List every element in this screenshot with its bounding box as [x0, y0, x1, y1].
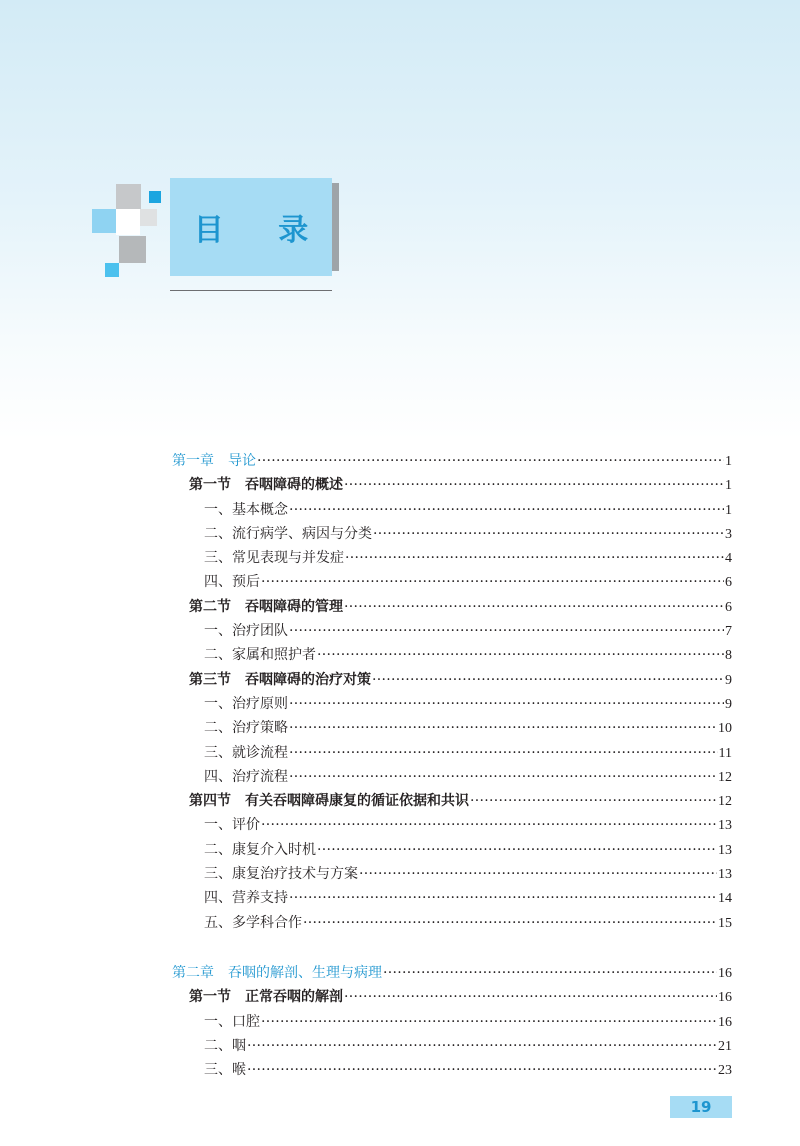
decor-square [140, 209, 157, 226]
dot-leader [470, 789, 717, 813]
toc-entry-page: 16 [718, 965, 732, 981]
toc-entry-title: 二、康复介入时机 [204, 841, 316, 858]
decor-square [116, 184, 141, 209]
toc-entry-title: 第二节 吞咽障碍的管理 [189, 598, 343, 615]
toc-entry-page: 13 [718, 818, 732, 834]
toc-section[interactable] [172, 985, 732, 1009]
toc-section[interactable] [172, 595, 732, 619]
dot-leader [261, 813, 717, 837]
toc-item[interactable] [172, 765, 732, 789]
toc-item[interactable] [172, 886, 732, 910]
title-box [170, 178, 332, 276]
dot-leader [317, 838, 717, 862]
toc-entry-title: 四、预后 [204, 574, 260, 591]
toc-item[interactable] [172, 692, 732, 716]
dot-leader [344, 473, 724, 497]
dot-leader [289, 498, 724, 522]
toc-entry-title: 五、多学科合作 [204, 914, 302, 931]
toc-entry-title: 一、基本概念 [204, 501, 288, 518]
dot-leader [383, 961, 717, 985]
dot-leader [344, 985, 717, 1009]
toc-entry-title: 三、康复治疗技术与方案 [204, 866, 358, 883]
toc-entry-title: 第一节 正常吞咽的解剖 [189, 989, 343, 1006]
table-of-contents [172, 449, 732, 1082]
toc-item[interactable] [172, 570, 732, 594]
toc-entry-page: 1 [725, 454, 732, 469]
toc-entry-page: 3 [725, 526, 732, 542]
dot-leader [289, 619, 724, 643]
toc-chapter[interactable] [172, 449, 732, 473]
toc-entry-page: 15 [718, 915, 732, 931]
toc-entry-title: 一、口腔 [204, 1013, 260, 1030]
toc-entry-title: 四、治疗流程 [204, 768, 288, 785]
toc-entry-page: 23 [718, 1063, 732, 1079]
toc-item[interactable] [172, 1010, 732, 1034]
toc-entry-title: 第一章 导论 [172, 453, 256, 469]
toc-item[interactable] [172, 911, 732, 935]
toc-entry-title: 第四节 有关吞咽障碍康复的循证依据和共识 [189, 793, 469, 810]
toc-entry-title: 二、流行病学、病因与分类 [204, 525, 372, 542]
dot-leader [344, 595, 724, 619]
toc-entry-page: 16 [718, 990, 732, 1006]
toc-entry-title: 三、就诊流程 [204, 744, 288, 761]
toc-section[interactable] [172, 473, 732, 497]
dot-leader [289, 765, 717, 789]
toc-entry-page: 6 [725, 575, 732, 591]
toc-entry-page: 12 [718, 794, 732, 810]
toc-entry-title: 二、咽 [204, 1037, 246, 1054]
toc-item[interactable] [172, 522, 732, 546]
toc-entry-title: 一、治疗原则 [204, 695, 288, 712]
dot-leader [261, 1010, 717, 1034]
toc-entry-title: 一、治疗团队 [204, 623, 288, 640]
toc-item[interactable] [172, 741, 732, 765]
toc-item[interactable] [172, 643, 732, 667]
toc-section[interactable] [172, 668, 732, 692]
toc-item[interactable] [172, 862, 732, 886]
toc-entry-page: 11 [718, 745, 732, 761]
toc-entry-title: 二、家属和照护者 [204, 647, 316, 664]
toc-item[interactable] [172, 1058, 732, 1082]
dot-leader [289, 741, 718, 765]
dot-leader [247, 1058, 717, 1082]
toc-entry-title: 第三节 吞咽障碍的治疗对策 [189, 671, 371, 688]
page-number: 19 [670, 1096, 732, 1118]
toc-entry-title: 一、评价 [204, 817, 260, 834]
toc-section[interactable] [172, 789, 732, 813]
title-underline [170, 290, 332, 291]
dot-leader [257, 449, 724, 473]
toc-entry-page: 14 [718, 891, 732, 907]
toc-entry-page: 9 [725, 696, 732, 712]
decor-square [119, 236, 146, 263]
toc-entry-page: 9 [725, 672, 732, 688]
toc-entry-page: 4 [725, 551, 732, 567]
toc-entry-page: 7 [725, 624, 732, 640]
toc-entry-page: 21 [718, 1038, 732, 1054]
toc-item[interactable] [172, 813, 732, 837]
dot-leader [317, 643, 724, 667]
decor-square [116, 209, 140, 235]
decor-square [149, 191, 161, 203]
dot-leader [345, 546, 724, 570]
toc-entry-title: 第一节 吞咽障碍的概述 [189, 477, 343, 494]
toc-entry-title: 四、营养支持 [204, 890, 288, 907]
toc-item[interactable] [172, 619, 732, 643]
dot-leader [289, 886, 717, 910]
dot-leader [303, 911, 717, 935]
toc-entry-title: 三、喉 [204, 1062, 246, 1079]
page-title: 目 录 [193, 213, 331, 248]
dot-leader [372, 668, 724, 692]
toc-entry-page: 1 [725, 478, 732, 494]
toc-entry-page: 1 [725, 502, 732, 518]
toc-entry-page: 8 [725, 648, 732, 664]
chapter-spacer [172, 935, 732, 961]
decor-square [92, 209, 116, 233]
toc-chapter[interactable] [172, 961, 732, 985]
toc-entry-page: 6 [725, 599, 732, 615]
toc-entry-page: 13 [718, 867, 732, 883]
toc-entry-page: 16 [718, 1014, 732, 1030]
dot-leader [373, 522, 724, 546]
dot-leader [289, 692, 724, 716]
toc-entry-title: 三、常见表现与并发症 [204, 550, 344, 567]
toc-item[interactable] [172, 546, 732, 570]
toc-item[interactable] [172, 838, 732, 862]
toc-entry-title: 第二章 吞咽的解剖、生理与病理 [172, 964, 382, 981]
dot-leader [359, 862, 717, 886]
dot-leader [261, 570, 724, 594]
toc-entry-page: 13 [718, 842, 732, 858]
toc-entry-page: 10 [718, 721, 732, 737]
toc-item[interactable] [172, 716, 732, 740]
dot-leader [289, 716, 717, 740]
toc-entry-title: 二、治疗策略 [204, 720, 288, 737]
decor-square [105, 263, 119, 277]
toc-item[interactable] [172, 1034, 732, 1058]
toc-item[interactable] [172, 498, 732, 522]
toc-entry-page: 12 [718, 769, 732, 785]
dot-leader [247, 1034, 717, 1058]
